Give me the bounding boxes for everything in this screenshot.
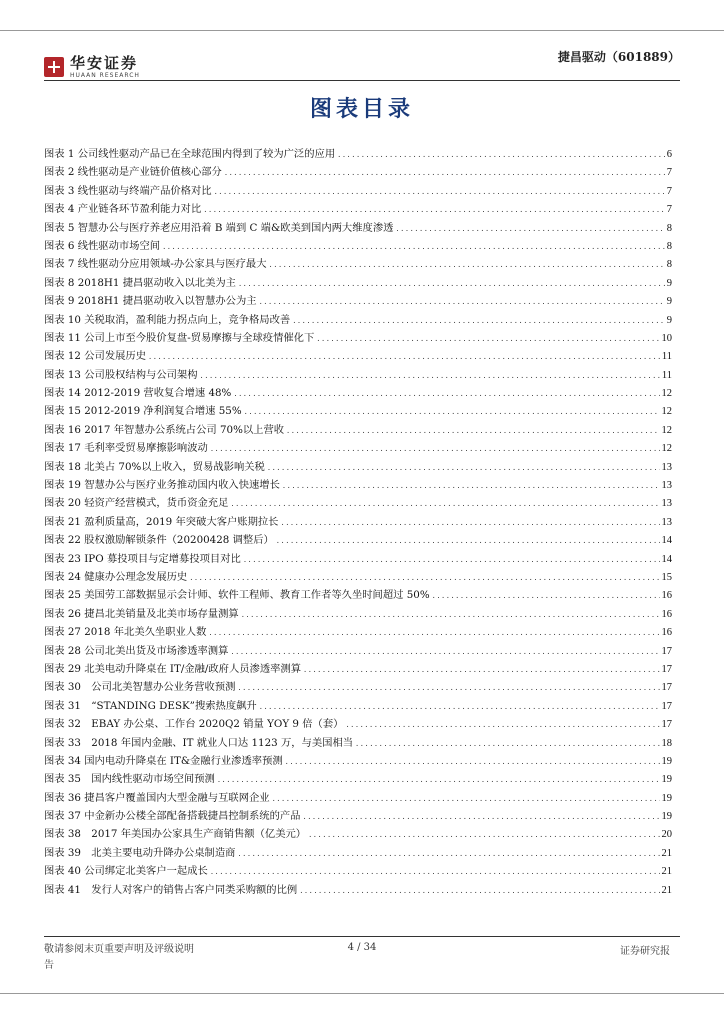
toc-entry-page: 13 — [661, 516, 672, 528]
footer-disclaimer-tail: 告 — [44, 960, 54, 971]
toc-entry[interactable] — [44, 255, 672, 273]
toc-dot-leader — [345, 716, 659, 734]
toc-entry-page: 14 — [661, 553, 672, 565]
toc-entry-label: 图表 28 公司北美出货及市场渗透率测算 — [44, 644, 229, 657]
toc-entry[interactable] — [44, 789, 672, 807]
toc-entry-label: 图表 15 2012-2019 净利润复合增速 55% — [44, 405, 242, 418]
toc-entry-page: 9 — [666, 296, 672, 308]
toc-entry[interactable] — [44, 678, 672, 696]
toc-entry-page: 12 — [661, 424, 672, 436]
toc-entry-page: 21 — [661, 866, 672, 878]
toc-dot-leader — [233, 385, 659, 403]
toc-dot-leader — [308, 826, 659, 844]
toc-dot-leader — [210, 863, 660, 881]
table-of-figures — [44, 145, 672, 899]
toc-dot-leader — [217, 771, 660, 789]
toc-entry-label: 图表 31 “STANDING DESK”搜索热度飙升 — [44, 699, 257, 712]
toc-entry-page: 8 — [666, 240, 672, 252]
toc-entry-page: 16 — [661, 608, 672, 620]
toc-dot-leader — [200, 367, 660, 385]
toc-dot-leader — [299, 882, 659, 900]
toc-entry-label: 图表 36 捷昌客户覆盖国内大型金融与互联网企业 — [44, 791, 270, 804]
toc-entry-label: 图表 14 2012-2019 营收复合增速 48% — [44, 387, 232, 400]
toc-entry[interactable] — [44, 862, 672, 880]
toc-entry[interactable] — [44, 807, 672, 825]
toc-entry-label: 图表 34 国内电动升降桌在 IT&金融行业渗透率预测 — [44, 754, 283, 767]
toc-entry[interactable] — [44, 550, 672, 568]
toc-entry-label: 图表 1 公司线性驱动产品已在全球范围内得到了较为广泛的应用 — [44, 148, 336, 160]
toc-entry-page: 17 — [661, 663, 672, 675]
toc-entry-label: 图表 2 线性驱动是产业链价值核心部分 — [44, 166, 222, 179]
document-type: 证券研究报 — [620, 946, 670, 957]
toc-entry-page: 12 — [661, 406, 672, 418]
toc-dot-leader — [244, 403, 660, 421]
toc-dot-leader — [355, 735, 659, 753]
toc-entry[interactable] — [44, 844, 672, 862]
toc-entry-label: 图表 37 中金新办公楼全部配备搭载捷昌控制系统的产品 — [44, 810, 301, 823]
toc-dot-leader — [316, 330, 659, 348]
toc-dot-leader — [276, 532, 660, 550]
toc-entry-page: 7 — [666, 204, 672, 216]
toc-entry-label: 图表 38 2017 年美国办公家具生产商销售额（亿美元） — [44, 828, 307, 841]
toc-dot-leader — [282, 477, 660, 495]
toc-dot-leader — [395, 220, 664, 238]
toc-dot-leader — [238, 275, 665, 293]
toc-dot-leader — [302, 808, 659, 826]
toc-entry-label: 图表 5 智慧办公与医疗养老应用沿着 B 端到 C 端&欧美到国内两大维度渗透 — [44, 221, 394, 234]
toc-entry-label: 图表 10 关税取消，盈利能力拐点向上，竞争格局改善 — [44, 313, 291, 326]
toc-dot-leader — [280, 514, 659, 532]
toc-dot-leader — [303, 661, 659, 679]
toc-entry-page: 17 — [661, 719, 672, 731]
logo-english-name: HUAAN RESEARCH — [70, 71, 140, 79]
toc-entry[interactable] — [44, 605, 672, 623]
toc-entry[interactable] — [44, 182, 672, 200]
toc-entry-label: 图表 17 毛利率受贸易摩擦影响波动 — [44, 442, 208, 455]
page-title: 图表目录 — [309, 96, 414, 122]
toc-entry-page: 17 — [661, 700, 672, 712]
toc-dot-leader — [259, 698, 660, 716]
toc-entry-label: 图表 26 捷昌北美销量及北美市场存量测算 — [44, 607, 239, 620]
toc-entry-page: 16 — [661, 590, 672, 602]
toc-entry-label: 图表 20 轻资产经营模式，货币资金充足 — [44, 497, 229, 510]
toc-entry-label: 图表 13 公司股权结构与公司架构 — [44, 368, 198, 381]
toc-entry-page: 13 — [661, 461, 672, 473]
company-logo — [44, 50, 140, 84]
toc-dot-leader — [285, 753, 660, 771]
toc-dot-leader — [189, 569, 659, 587]
toc-entry-page: 11 — [661, 351, 672, 363]
toc-dot-leader — [148, 348, 660, 366]
toc-entry-label: 图表 6 线性驱动市场空间 — [44, 239, 161, 252]
toc-entry-page: 21 — [661, 884, 672, 896]
logo-seal-icon — [44, 57, 64, 77]
toc-entry-page: 7 — [666, 185, 672, 197]
toc-dot-leader — [210, 440, 660, 458]
toc-dot-leader — [286, 422, 659, 440]
toc-entry[interactable] — [44, 623, 672, 641]
toc-dot-leader — [337, 146, 665, 164]
toc-entry-page: 17 — [661, 682, 672, 694]
toc-entry-label: 图表 21 盈利质量高，2019 年突破大客户账期拉长 — [44, 515, 279, 528]
toc-entry-page: 17 — [661, 645, 672, 657]
toc-entry[interactable] — [44, 384, 672, 402]
toc-entry-page: 19 — [661, 811, 672, 823]
toc-entry-page: 19 — [661, 755, 672, 767]
toc-entry[interactable] — [44, 219, 672, 237]
toc-entry[interactable] — [44, 715, 672, 733]
toc-entry[interactable] — [44, 660, 672, 678]
toc-entry[interactable] — [44, 439, 672, 457]
toc-entry[interactable] — [44, 825, 672, 843]
toc-entry-page: 16 — [661, 627, 672, 639]
toc-entry-label: 图表 12 公司发展历史 — [44, 350, 147, 363]
toc-entry-label: 图表 35 国内线性驱动市场空间预测 — [44, 773, 215, 786]
toc-dot-leader — [272, 790, 660, 808]
toc-entry-page: 19 — [661, 774, 672, 786]
toc-entry[interactable] — [44, 366, 672, 384]
toc-entry[interactable] — [44, 531, 672, 549]
page-number: 4 / 34 — [347, 942, 377, 953]
toc-entry-page: 8 — [666, 222, 672, 234]
toc-entry-label: 图表 29 北美电动升降桌在 IT/金融/政府人员渗透率测算 — [44, 662, 302, 675]
toc-dot-leader — [241, 606, 660, 624]
toc-dot-leader — [269, 256, 665, 274]
page-footer — [0, 936, 724, 986]
toc-entry[interactable] — [44, 697, 672, 715]
toc-entry-page: 9 — [666, 314, 672, 326]
toc-entry[interactable] — [44, 347, 672, 365]
toc-entry[interactable] — [44, 458, 672, 476]
toc-entry[interactable] — [44, 163, 672, 181]
toc-entry-label: 图表 32 EBAY 办公桌、工作台 2020Q2 销量 YOY 9 倍（套） — [44, 718, 344, 731]
toc-entry-label: 图表 30 公司北美智慧办公业务营收预测 — [44, 681, 236, 694]
toc-entry-label: 图表 3 线性驱动与终端产品价格对比 — [44, 184, 212, 197]
toc-entry-page: 9 — [666, 277, 672, 289]
toc-entry-page: 12 — [661, 443, 672, 455]
toc-entry[interactable] — [44, 752, 672, 770]
toc-entry-label: 图表 8 2018H1 捷昌驱动收入以北美为主 — [44, 276, 236, 289]
toc-entry[interactable] — [44, 642, 672, 660]
toc-entry[interactable] — [44, 770, 672, 788]
toc-entry-label: 图表 9 2018H1 捷昌驱动收入以智慧办公为主 — [44, 295, 257, 308]
toc-dot-leader — [208, 624, 659, 642]
toc-entry-page: 11 — [661, 369, 672, 381]
toc-entry-page: 15 — [661, 571, 672, 583]
toc-entry[interactable] — [44, 568, 672, 586]
footer-disclaimer-text: 敬请参阅末页重要声明及评级说明 — [44, 944, 194, 955]
toc-entry-page: 8 — [666, 259, 672, 271]
toc-entry-page: 14 — [661, 535, 672, 547]
stock-ticker: 捷昌驱动（601889） — [557, 50, 680, 64]
toc-entry-label: 图表 16 2017 年智慧办公系统占公司 70%以上营收 — [44, 423, 285, 436]
toc-entry[interactable] — [44, 274, 672, 292]
toc-dot-leader — [224, 164, 665, 182]
toc-dot-leader — [292, 312, 665, 330]
toc-entry-page: 10 — [661, 332, 672, 344]
toc-entry-page: 21 — [661, 847, 672, 859]
toc-entry[interactable] — [44, 402, 672, 420]
toc-dot-leader — [230, 495, 659, 513]
toc-entry[interactable] — [44, 476, 672, 494]
toc-entry-page: 6 — [666, 149, 672, 160]
toc-dot-leader — [432, 587, 660, 605]
toc-entry[interactable] — [44, 311, 672, 329]
toc-entry[interactable] — [44, 734, 672, 752]
toc-entry[interactable] — [44, 513, 672, 531]
toc-entry[interactable] — [44, 586, 672, 604]
toc-entry-label: 图表 33 2018 年国内金融、IT 就业人口达 1123 万，与美国相当 — [44, 736, 354, 749]
toc-entry[interactable] — [44, 237, 672, 255]
toc-dot-leader — [237, 679, 659, 697]
toc-entry-label: 图表 40 公司绑定北美客户一起成长 — [44, 865, 208, 878]
header-divider — [44, 80, 680, 81]
toc-dot-leader — [230, 643, 659, 661]
toc-entry-page: 20 — [661, 829, 672, 841]
toc-entry-label: 图表 41 发行人对客户的销售占客户同类采购额的比例 — [44, 883, 298, 896]
toc-entry-label: 图表 11 公司上市至今股价复盘-贸易摩擦与全球疫情催化下 — [44, 331, 315, 344]
toc-entry-page: 7 — [666, 167, 672, 179]
toc-entry-label: 图表 7 线性驱动分应用领域-办公家具与医疗最大 — [44, 258, 267, 271]
toc-entry[interactable] — [44, 145, 672, 163]
toc-entry[interactable] — [44, 421, 672, 439]
toc-dot-leader — [203, 201, 664, 219]
logo-chinese-name: 华安证券 — [70, 53, 139, 72]
toc-entry-label: 图表 23 IPO 募投项目与定增募投项目对比 — [44, 552, 241, 565]
toc-entry-label: 图表 25 美国劳工部数据显示会计师、软件工程师、教育工作者等久坐时间超过 50% — [44, 589, 430, 602]
toc-entry[interactable] — [44, 200, 672, 218]
toc-entry-page: 13 — [661, 498, 672, 510]
toc-entry[interactable] — [44, 881, 672, 899]
toc-entry[interactable] — [44, 329, 672, 347]
footer-divider — [44, 936, 680, 937]
toc-dot-leader — [259, 293, 665, 311]
toc-dot-leader — [214, 183, 665, 201]
toc-entry-label: 图表 27 2018 年北美久坐职业人数 — [44, 626, 207, 639]
toc-entry-label: 图表 18 北美占 70%以上收入，贸易战影响关税 — [44, 460, 265, 473]
toc-entry[interactable] — [44, 494, 672, 512]
toc-entry-page: 18 — [661, 737, 672, 749]
toc-entry-label: 图表 39 北美主要电动升降办公桌制造商 — [44, 846, 236, 859]
toc-entry-page: 12 — [661, 388, 672, 400]
toc-dot-leader — [237, 845, 659, 863]
toc-dot-leader — [267, 459, 660, 477]
toc-entry-label: 图表 19 智慧办公与医疗业务推动国内收入快速增长 — [44, 479, 280, 492]
page-header — [0, 30, 724, 88]
toc-entry[interactable] — [44, 292, 672, 310]
toc-entry-label: 图表 22 股权激励解锁条件（20200428 调整后） — [44, 534, 274, 547]
toc-dot-leader — [243, 551, 660, 569]
toc-entry-label: 图表 4 产业链各环节盈利能力对比 — [44, 203, 202, 216]
toc-dot-leader — [162, 238, 665, 256]
toc-entry-label: 图表 24 健康办公理念发展历史 — [44, 570, 188, 583]
toc-entry-page: 13 — [661, 480, 672, 492]
toc-entry-page: 19 — [661, 792, 672, 804]
